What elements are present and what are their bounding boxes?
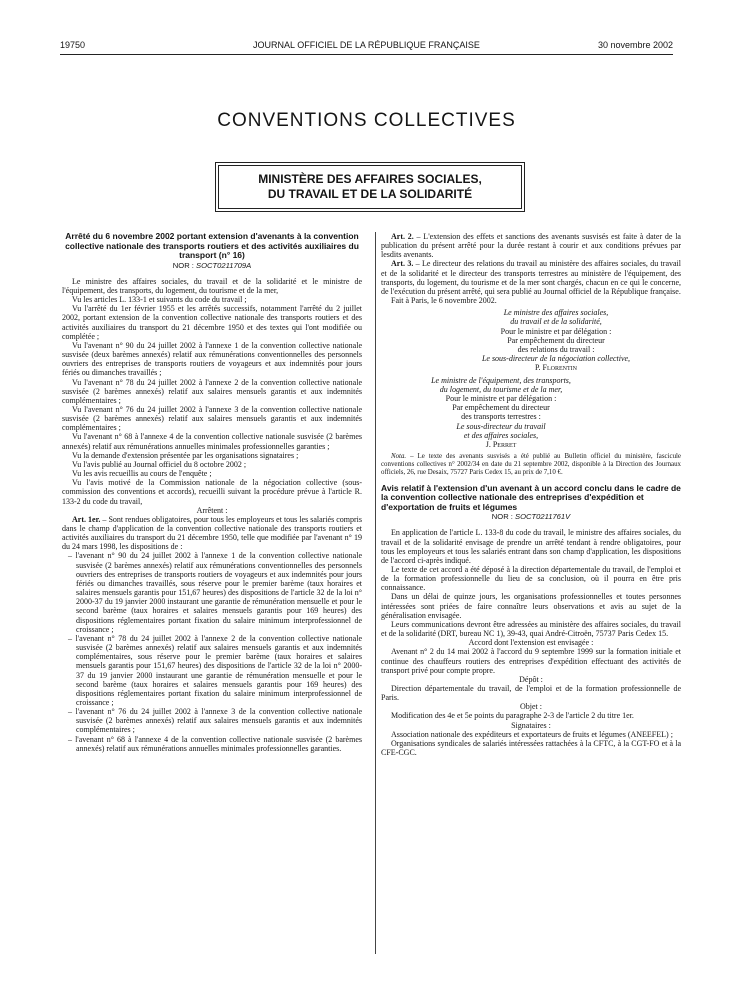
header-rule (60, 54, 673, 55)
left-column (62, 232, 362, 954)
signature-line: du travail et de la solidarité, (510, 317, 602, 327)
signatory-name: J. Perret (485, 440, 517, 450)
signature-line: Pour le ministre et par délégation : (500, 326, 612, 336)
signature-line: Par empêchement du directeur (452, 403, 550, 413)
preamble-paragraph: Le ministre des affaires sociales, du travail et de la solidarité et le ministre de l'équipement, des transports, du logement, du tourisme et de la mer, (62, 276, 362, 295)
preamble-paragraph: Vu l'avenant n° 76 du 24 juillet 2002 à l'annexe 3 de la convention collective nationale susvisée (2 barèmes annexés) relatif aux salaires mensuels garantis et aux indemnités complémentaires ; (62, 404, 362, 433)
preamble-paragraph: Vu l'avenant n° 90 du 24 juillet 2002 à l'annexe 1 de la convention collective nationale susvisée (deux barèmes annexés) relatif aux rémunérations conventionnelles des personnels ouvriers des entreprises de transports routiers de voyageurs et aux indemnités pour jours fériés ou dimanches travaillés ; (62, 340, 362, 378)
nor-label: NOR : (172, 260, 194, 270)
avis-title: Avis relatif à l'extension d'un avenant à un accord conclu dans le cadre de la convention collective nationale des entreprises d'expédition et d'exportation de fruits et légumes (381, 482, 681, 512)
ministry-line-1: MINISTÈRE DES AFFAIRES SOCIALES, (258, 172, 482, 186)
signataire-item: Organisations syndicales de salariés intéressées rattachées à la CFTC, à la CGT-FO et à la CFE-CGC. (381, 738, 681, 758)
preamble-paragraph: Vu la demande d'extension présentée par les organisations signataires ; (72, 450, 299, 460)
ministry-box (218, 165, 522, 209)
nota-text: – Le texte des avenants susvisés a été publié au Bulletin officiel du ministère, fascicule conventions collectives n° 2002/34 en date du 21 septembre 2002, disponible à la Direction des Journaux officiels, 26, rue Desaix, 75727 Paris Cedex 15, au prix de 7,10 €. (381, 453, 681, 477)
signature-line: Pour le ministre et par délégation : (445, 394, 557, 404)
nor-value: SOCT0211709A (196, 260, 252, 270)
signature-line: des relations du travail : (517, 345, 595, 355)
issue-date: 30 novembre 2002 (597, 40, 673, 50)
list-item: – l'avenant n° 76 du 24 juillet 2002 à l'annexe 3 de la convention collective nationale susvisée (2 barèmes annexés) relatif aux salaires mensuels garantis et aux indemnités complémentaires ; (68, 707, 362, 735)
objet-text: Modification des 4e et 5e points du paragraphe 2-3 de l'article 2 du titre 1er. (391, 711, 634, 721)
signature-line: des transports terrestres : (461, 412, 541, 422)
preamble-paragraph: Vu l'arrêté du 1er février 1955 et les arrêtés successifs, notamment l'arrêté du 2 juillet 2002, portant extension de la convention collective nationale des transports routiers et des activités auxiliaires du transport du 21 décembre 1950 et des textes qui l'ont modifiée ou complétée ; (62, 304, 362, 341)
decree-nor (62, 261, 362, 271)
signature-block-1 (381, 308, 681, 372)
journal-name: JOURNAL OFFICIEL DE LA RÉPUBLIQUE FRANÇAISE (253, 40, 480, 50)
article-3-label: Art. 3. (391, 259, 414, 269)
article-1-text: – Sont rendues obligatoires, pour tous les employeurs et tous les salariés compris dans le champ d'application de la convention collective nationale des transports routiers et activités auxiliaires du transport du 21 décembre 1950, telle que modifiée par l'avenant n° 19 du 24 mars 1998, les dispositions de : (62, 514, 362, 552)
objet-label: Objet : (520, 702, 542, 712)
signature-block-2 (381, 376, 621, 450)
accord-text: Avenant n° 2 du 14 mai 2002 à l'accord du 9 septembre 1999 sur la formation initiale et continue des chauffeurs routiers des entreprises d'expédition effectuant des activités de transport privé pour compte propre. (381, 647, 681, 675)
arretent-heading: Arrêtent : (196, 505, 228, 515)
avis-paragraph: Le texte de cet accord a été déposé à la direction départementale du travail, de l'emploi et de la formation professionnelle du lieu de sa conclusion, où il pourra en être pris connaissance. (381, 564, 681, 593)
article-2 (381, 232, 681, 259)
article-1 (62, 515, 362, 552)
list-item: – l'avenant n° 78 du 24 juillet 2002 à l'annexe 2 de la convention collective nationale susvisée (2 barèmes annexés) relatif aux salaires mensuels garantis et aux indemnités complémentaires, sous réserve pour le premier barème (taux horaires et salaires mensuels garantis pour 151,67 heures) des dispositions de l'article 32 de la loi n° 2000-37 du 19 janvier 2000 instaurant une garantie de rémunération mensuelle et pour le second barème (taux horaires et salaires mensuels garantis pour 169 heures) des dispositions réglementaires portant fixation du salaire minimum interprofessionnel de croissance ; (68, 633, 362, 707)
preamble-paragraph: Vu l'avenant n° 78 du 24 juillet 2002 à l'annexe 2 de la convention collective nationale susvisée (2 barèmes annexés) relatif aux salaires mensuels garantis et aux indemnités complémentaires ; (62, 377, 362, 405)
depot-label: Dépôt : (519, 674, 543, 684)
article-3 (381, 259, 681, 296)
signature-line: et des affaires sociales, (463, 430, 539, 440)
preamble-paragraph: Vu l'avenant n° 68 à l'annexe 4 de la convention collective nationale susvisée (2 barèmes annexés) relatif aux rémunérations annuelles minimales professionnelles garanties ; (62, 432, 362, 451)
signature-line: Le sous-directeur de la négociation collective, (481, 354, 631, 364)
section-title: CONVENTIONS COLLECTIVES (217, 110, 516, 131)
article-3-text: – Le directeur des relations du travail au ministère des affaires sociales, du travail et de la solidarité et le directeur des transports terrestres au ministère de l'équipement, des transports, du logement, du tourisme et de la mer sont chargés, chacun en ce qui le concerne, de l'exécution du présent arrêté, qui sera publié au Journal officiel de la République française. (381, 259, 681, 296)
nor-label: NOR : (491, 512, 513, 522)
ministry-line-2: DU TRAVAIL ET DE LA SOLIDARITÉ (267, 187, 473, 201)
page-number: 19750 (60, 40, 86, 50)
avis-paragraph: Dans un délai de quinze jours, les organisations professionnelles et toutes personnes intéressées sont priées de faire connaître leurs observations et avis au sujet de la généralisation envisagée. (381, 592, 681, 620)
avis-paragraph: Leurs communications devront être adressées au ministère des affaires sociales, du travail et de la solidarité (DRT, bureau NC 1), 39-43, quai André-Citroën, 75737 Paris Cedex 15. (381, 619, 681, 639)
signature-line: Le ministre de l'équipement, des transports, (431, 375, 571, 385)
signature-line: du logement, du tourisme et de la mer, (439, 384, 563, 394)
nor-value: SOCT0211761V (515, 512, 571, 522)
accord-label: Accord dont l'extension est envisagée : (468, 638, 594, 648)
signature-line: Par empêchement du directeur (507, 335, 605, 345)
preamble-paragraph: Vu les avis recueillis au cours de l'enquête ; (72, 469, 212, 479)
article-2-text: – L'extension des effets et sanctions des avenants susvisés est faite à dater de la publication du présent arrêté pour la durée restant à courir et aux conditions prévues par lesdits avenants. (381, 232, 681, 260)
article-2-label: Art. 2. (391, 232, 414, 241)
signataires-label: Signataires : (511, 720, 551, 730)
signature-line: Le sous-directeur du travail (456, 421, 546, 431)
depot-text: Direction départementale du travail, de l'emploi et de la formation professionnelle de Paris. (381, 684, 681, 703)
preamble-paragraph: Vu l'avis motivé de la Commission nationale de la négociation collective (sous-commission des conventions et accords), recueilli suivant la procédure prévue à l'article R. 133-2 du code du travail, (62, 478, 362, 506)
avis-nor (381, 512, 681, 522)
article-1-label: Art. 1er. (72, 514, 101, 524)
nota-label: Nota. (391, 453, 407, 461)
right-column (381, 232, 681, 954)
list-item: – l'avenant n° 90 du 24 juillet 2002 à l'annexe 1 de la convention collective nationale susvisée (2 barèmes annexés) relatif aux rémunérations conventionnelles des personnels ouvriers des entreprises de transports routiers de voyageurs et aux indemnités pour jours fériés ou dimanches travaillés, sous réserve pour le premier barème (taux horaires et salaires mensuels garantis pour 151,67 heures) des dispositions de l'article 32 de la loi n° 2000-37 du 19 janvier 2000 instaurant une garantie de rémunération mensuelle et pour le second barème (taux horaires et salaires mensuels garantis pour 169 heures) des dispositions réglementaires portant fixation du salaire minimum interprofessionnel de croissance ; (68, 551, 362, 634)
preamble-paragraph: Vu les articles L. 133-1 et suivants du code du travail ; (72, 295, 247, 305)
signatory-name: P. Florentin (534, 363, 577, 373)
running-header (60, 40, 673, 54)
avis-paragraph: En application de l'article L. 133-8 du code du travail, le ministre des affaires sociales, du travail et de la solidarité envisage de prendre un arrêté tendant à rendre obligatoires, pour tous les employeurs et tous les salariés entrant dans son champ d'application, les dispositions de l'accord ci-après indiqué. (381, 528, 681, 565)
fait-a-paris: Fait à Paris, le 6 novembre 2002. (391, 296, 497, 306)
nota (381, 453, 681, 477)
signature-line: Le ministre des affaires sociales, (503, 308, 609, 318)
decree-title: Arrêté du 6 novembre 2002 portant extension d'avenants à la convention collective nationale des transports routiers et des activités auxiliaires du transport (n° 16) (65, 232, 359, 261)
signataire-item: Association nationale des expéditeurs et exportateurs de fruits et légumes (ANEEFEL) ; (391, 729, 673, 739)
column-divider (375, 232, 376, 954)
list-item: – l'avenant n° 68 à l'annexe 4 de la convention collective nationale susvisée (2 barèmes annexés) relatif aux rémunérations annuelles minimales professionnelles garanties. (68, 734, 362, 753)
preamble-paragraph: Vu l'avis publié au Journal officiel du 8 octobre 2002 ; (72, 459, 247, 469)
